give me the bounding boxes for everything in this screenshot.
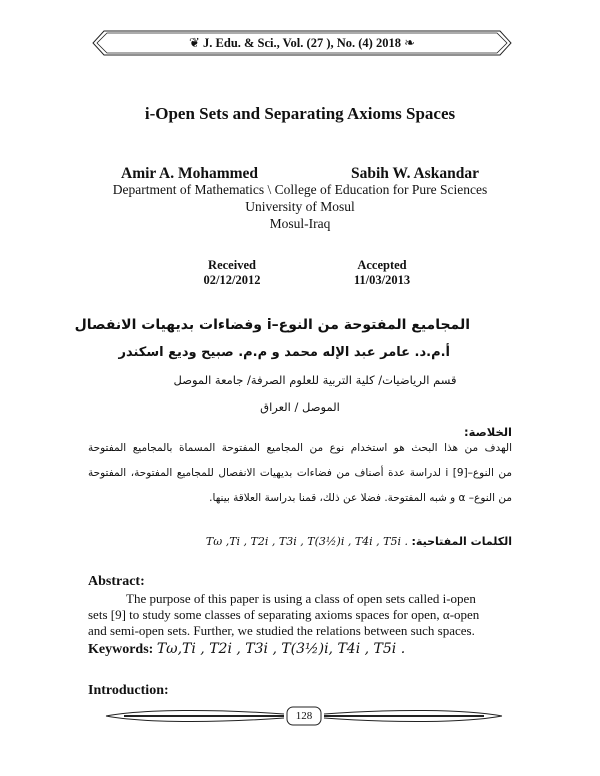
journal-name: J. Edu. & Sci., Vol. (27 ), No. (4) 2018 — [203, 36, 401, 50]
keywords — [88, 641, 405, 658]
arabic-keywords-list: Tω ,Ti , T2i , T3i , T(3½)i , T4i , T5i . — [205, 535, 409, 548]
abstract-heading: Abstract: — [88, 574, 145, 589]
received-date — [192, 258, 272, 288]
page-footer — [104, 705, 504, 727]
accepted-date — [337, 258, 427, 288]
author-2: Sabih W. Askandar — [351, 165, 479, 182]
keywords-label: Keywords: — [88, 642, 154, 657]
keywords-list: Tω,Ti , T2i , T3i , T(3½)i, T4i , T5i . — [156, 641, 406, 657]
arabic-location: الموصل / العراق — [260, 400, 340, 414]
paper-title: i-Open Sets and Separating Axioms Spaces — [144, 104, 456, 123]
affiliation-department: Department of Mathematics \ College of Education for Pure Sciences — [112, 182, 488, 197]
page-number: 128 — [295, 710, 313, 722]
received-value: 02/12/2012 — [203, 273, 261, 287]
arabic-abstract-line-1: الهدف من هذا البحث هو استخدام نوع من المجاميع المفتوحة المسماة بالمجاميع المفتوحة — [88, 442, 512, 454]
introduction-heading: Introduction: — [88, 683, 169, 698]
arabic-keywords-label: الكلمات المفتاحية: — [411, 535, 512, 548]
fleuron-left-icon: ❦ — [189, 35, 200, 50]
fleuron-right-icon: ❧ — [404, 35, 415, 50]
received-label: Received — [208, 258, 256, 272]
affiliation-university: University of Mosul — [245, 199, 355, 214]
journal-citation — [92, 35, 512, 51]
arabic-title: المجاميع المفتوحة من النوع–i وفضاءات بديهيات الانفصال — [74, 317, 470, 333]
accepted-value: 11/03/2013 — [353, 273, 411, 287]
affiliation-city: Mosul-Iraq — [269, 216, 331, 231]
arabic-abstract-line-3: من النوع– α و شبه المفتوحة. فضلا عن ذلك، قمنا بدراسة العلاقة بينها. — [209, 492, 512, 504]
abstract-line-2: sets [9] to study some classes of separating axioms spaces for open, α-open — [88, 607, 480, 622]
arabic-abstract-line-2: من النوع–i [9] لدراسة عدة أصناف من فضاءات بديهيات الانفصال للمجاميع المفتوحة، المفتوحة — [88, 467, 512, 479]
arabic-keywords — [206, 535, 512, 548]
arabic-authors: أ.م.د. عامر عبد الإله محمد و م.م. صبيح وديع اسكندر — [118, 345, 450, 360]
arabic-abstract-heading: الخلاصة: — [464, 425, 512, 439]
abstract-line-3: and semi-open sets. Further, we studied the relations between such spaces. — [88, 623, 475, 638]
abstract-line-1: The purpose of this paper is using a class of open sets called i-open — [126, 591, 476, 606]
author-1: Amir A. Mohammed — [121, 165, 259, 182]
journal-header — [92, 30, 512, 56]
accepted-label: Accepted — [357, 258, 407, 272]
arabic-affiliation: قسم الرياضيات/ كلية التربية للعلوم الصرفة/ جامعة الموصل — [173, 373, 457, 387]
